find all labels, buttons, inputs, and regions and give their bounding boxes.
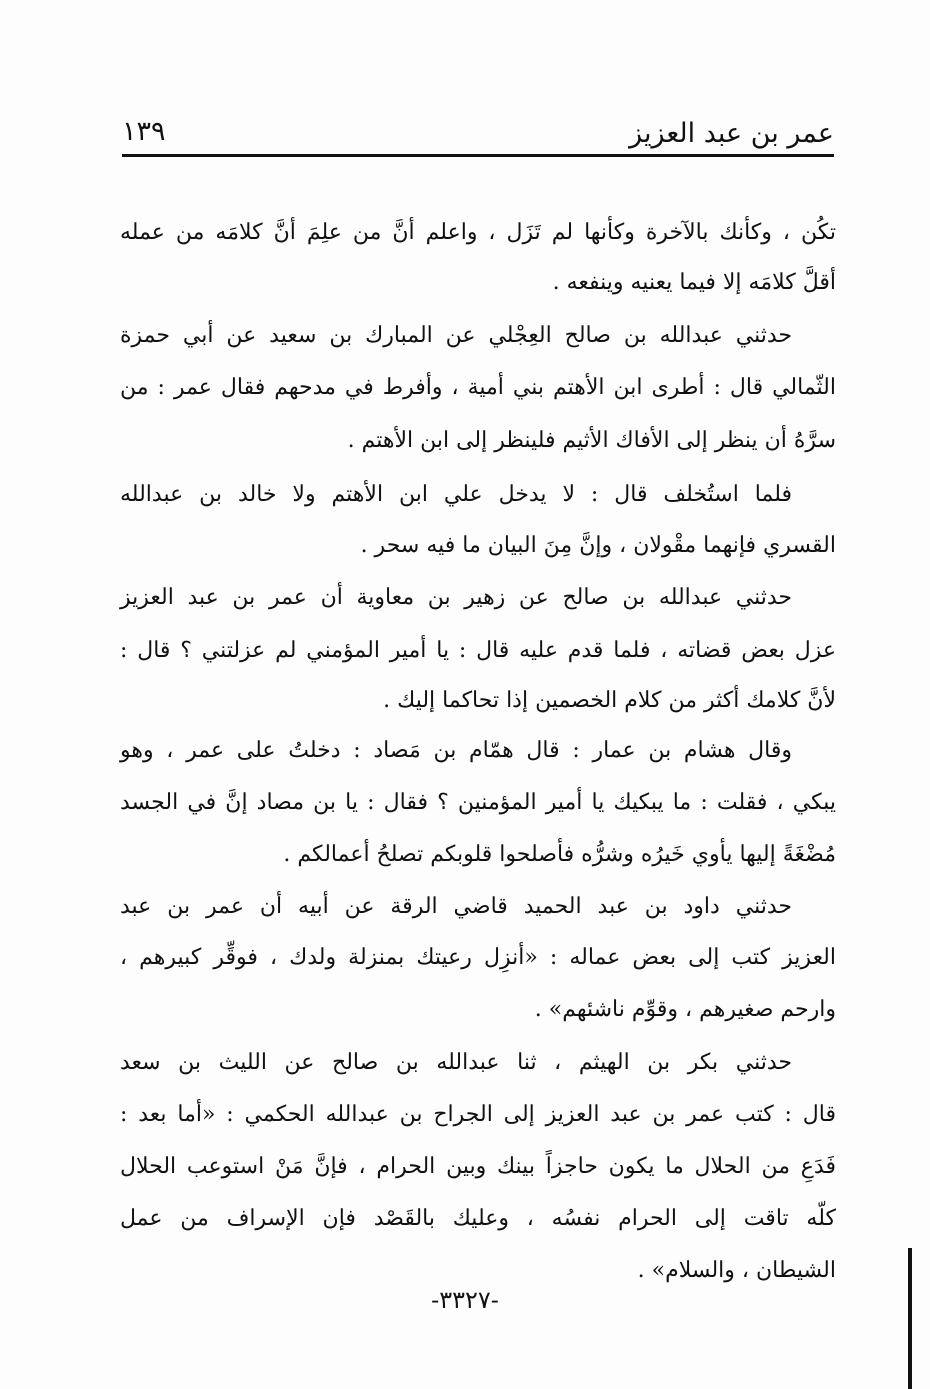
text-line: وقال هشام بن عمار : قال همّام بن مَصاد : دخلتُ على عمر ، وهو bbox=[120, 738, 792, 763]
text-line: حدثني داود بن عبد الحميد قاضي الرقة عن أبيه أن عمر بن عبد bbox=[120, 894, 792, 919]
text-line: وارحم صغيرهم ، وقوِّم ناشئهم» . bbox=[534, 997, 836, 1022]
text-line: يبكي ، فقلت : ما يبكيك يا أمير المؤمنين ؟ فقال : يا بن مصاد إنَّ في الجسد bbox=[120, 790, 836, 815]
text-line: عزل بعض قضاته ، فلما قدم عليه قال : يا أمير المؤمني لم عزلتني ؟ قال : bbox=[120, 638, 836, 663]
text-line: فَدَعِ من الحلال ما يكون حاجزاً بينك وبين الحرام ، فإنَّ مَنْ استوعب الحلال bbox=[120, 1154, 836, 1179]
text-line: القسري فإنهما مقْولان ، وإنَّ مِنَ البيان ما فيه سحر . bbox=[360, 533, 836, 558]
text-line: تكُن ، وكأنك بالآخرة وكأنها لم تَزَل ، واعلم أنَّ من علِمَ أنَّ كلامَه من عمله bbox=[120, 220, 836, 245]
text-line: كلّه تاقت إلى الحرام نفسُه ، وعليك بالقَصْد فإن الإسراف من عمل bbox=[120, 1206, 836, 1231]
header-rule bbox=[122, 154, 834, 157]
page-number: ١٣٩ bbox=[122, 116, 166, 147]
text-line: فلما استُخلف قال : لا يدخل علي ابن الأهتم ولا خالد بن عبدالله bbox=[120, 482, 792, 507]
page-edge-mark bbox=[908, 1248, 912, 1389]
text-line: الثّمالي قال : أطرى ابن الأهتم بني أمية ، وأفرط في مدحهم فقال عمر : من bbox=[120, 375, 836, 400]
text-line: حدثني بكر بن الهيثم ، ثنا عبدالله بن صالح عن الليث بن سعد bbox=[120, 1050, 792, 1075]
text-line: لأنَّ كلامك أكثر من كلام الخصمين إذا تحاكما إليك . bbox=[383, 688, 836, 713]
running-title: عمر بن عبد العزيز bbox=[629, 118, 834, 149]
text-line: قال : كتب عمر بن عبد العزيز إلى الجراح بن عبدالله الحكمي : «أما بعد : bbox=[120, 1102, 836, 1127]
text-line: سرَّهُ أن ينظر إلى الأفاك الأثيم فلينظر إلى ابن الأهتم . bbox=[347, 428, 836, 453]
page-header bbox=[122, 108, 834, 156]
text-line: حدثني عبدالله بن صالح العِجْلي عن المبارك بن سعيد عن أبي حمزة bbox=[120, 323, 792, 348]
text-line: أقلَّ كلامَه إلا فيما يعنيه وينفعه . bbox=[552, 270, 836, 295]
text-line: حدثني عبدالله بن صالح عن زهير بن معاوية أن عمر بن عبد العزيز bbox=[120, 585, 792, 610]
text-line: العزيز كتب إلى بعض عماله : «أنزِل رعيتك بمنزلة ولدك ، فوقِّر كبيرهم ، bbox=[120, 945, 836, 970]
text-line: الشيطان ، والسلام» . bbox=[637, 1258, 836, 1283]
text-line: مُضْغَةً إليها يأوي خَيرُه وشرُّه فأصلحوا قلوبكم تصلحُ أعمالكم . bbox=[283, 842, 836, 867]
page-footer-number: -٣٣٢٧- bbox=[431, 1286, 499, 1314]
